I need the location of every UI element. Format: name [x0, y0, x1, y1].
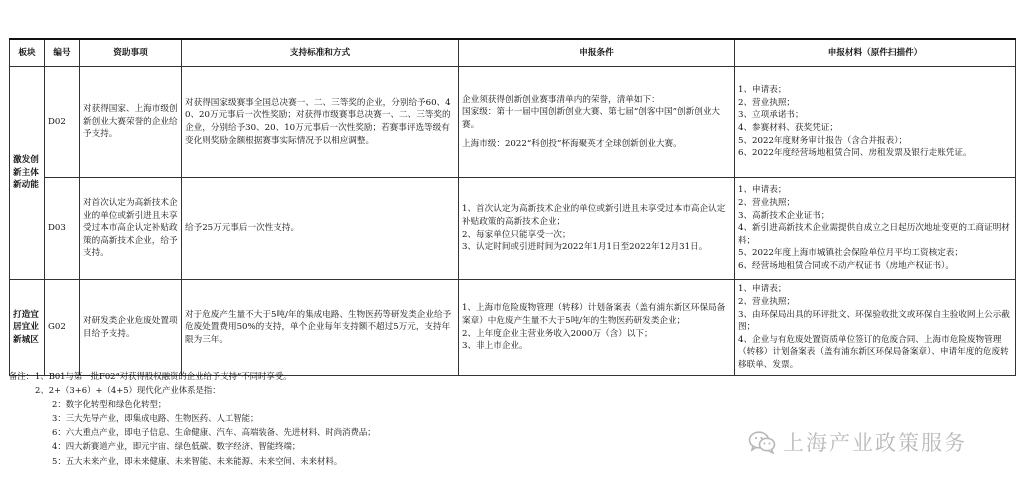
wechat-icon [748, 430, 776, 454]
note-text: 1、B01与第一批F02“对获得股权融资的企业给予支持”不同时享受。 [35, 371, 292, 381]
material-text: 3、由环保局出具的环评批文、环保验收批文或环保自主验收网上公示截图； [738, 309, 1010, 333]
standard-text: 对获得国家级赛事全国总决赛一、二、三等奖的企业，分别给予60、40、20万元事后一次性奖励；对获得市级赛事总决赛一、二、三等奖的企业，分别给予30、20、10万元事后一次性奖励；若赛事评选等级有变化则奖励金额根据赛事实际情况予以相应调整。 [185, 97, 451, 146]
note-sub-item [9, 397, 709, 411]
note-sub-text: 5：五大未来产业，即未来健康、未来智能、未来能源、未来空间、未来材料。 [52, 455, 343, 466]
note-sub-item [9, 411, 709, 425]
material-text: 2、营业执照； [738, 97, 796, 108]
materials-cell [735, 178, 1016, 280]
code-cell: D02 [45, 67, 80, 178]
conditions-cell [459, 280, 735, 376]
item-cell: 对首次认定为高新技术企业的单位或新引进且未享受过本市高企认定补贴政策的高新技术企业，给予支持。 [80, 178, 182, 280]
header-conditions: 申报条件 [459, 39, 735, 67]
table-row [10, 178, 1016, 280]
material-text: 3、高新技术企业证书； [738, 210, 830, 221]
note-sub-item [9, 425, 709, 439]
material-text: 1、申请表； [738, 185, 787, 196]
material-text: 4、新引进高新技术企业需提供自成立之日起历次地址变更的工商证明材料； [738, 223, 1010, 246]
note-sub-text: 6：六大重点产业，即电子信息、生命健康、汽车、高端装备、先进材料、时尚消费品； [52, 427, 376, 438]
material-text: 6、2022年度经营场地租赁合同、房租发票及银行走账凭证。 [738, 148, 972, 159]
watermark-text: 上海产业政策服务 [783, 431, 967, 455]
material-text: 1、申请表； [738, 284, 787, 295]
condition-text: 国家级：第十一届中国创新创业大赛、第七届“创客中国”创新创业大赛。 [462, 107, 721, 130]
code-cell: D03 [45, 178, 80, 280]
watermark [748, 427, 967, 457]
condition-text: 3、认定时间或引进时间为2022年1月1日至2022年12月31日。 [462, 242, 708, 253]
condition-text: 2、每家单位只能享受一次； [462, 229, 571, 240]
material-text: 5、2022年度财务审计报告（含合并报表）； [738, 135, 908, 146]
note-sub-text: 2：数字化转型和绿色化转型； [52, 399, 167, 410]
materials-cell [735, 67, 1016, 178]
material-text: 4、企业与有危废处置资质单位签订的危废合同、上海市危险废物管理（转移）计划备案表（盖有浦东新区环保局备案章）、申请年度的危废转移联单、发票。 [738, 334, 1009, 370]
table-header-row [10, 39, 1016, 67]
condition-text: 1、首次认定为高新技术企业的单位或新引进且未享受过本市高企认定补贴政策的高新技术企业； [462, 204, 726, 227]
note-item [9, 383, 709, 397]
condition-text: 1、上海市危险废物管理（转移）计划备案表（盖有浦东新区环保局备案章）中危废产生量不大于5吨/年的生物医药研发类企业； [462, 303, 726, 326]
standard-text: 给予25万元事后一次性支持。 [185, 223, 300, 234]
material-text: 3、立项承诺书； [738, 110, 804, 121]
condition-text: 企业须获得创新创业赛事清单内的荣誉，清单如下： [462, 94, 660, 105]
item-cell: 对获得国家、上海市级创新创业大赛荣誉的企业给予支持。 [80, 67, 182, 178]
header-standard: 支持标准和方式 [182, 39, 459, 67]
header-code: 编号 [45, 39, 80, 67]
header-block: 板块 [10, 39, 45, 67]
conditions-cell [459, 178, 735, 280]
table-row [10, 67, 1016, 178]
standard-cell [182, 280, 459, 376]
note-sub-text: 3：三大先导产业，即集成电路、生物医药、人工智能； [52, 413, 259, 424]
condition-text: 2、上年度企业主营业务收入2000万（含）以下； [462, 328, 653, 339]
condition-text: 上海市级：2022“科创投”杯海聚英才全球创新创业大赛。 [462, 138, 682, 149]
material-text: 2、营业执照； [738, 297, 796, 308]
funding-table [9, 38, 1016, 376]
materials-cell [735, 280, 1016, 376]
header-item: 资助事项 [80, 39, 182, 67]
material-text: 1、申请表； [738, 85, 787, 96]
code-cell: G02 [45, 280, 80, 376]
table-row [10, 280, 1016, 376]
material-text: 4、参赛材料、获奖凭证； [738, 123, 838, 133]
notes-section [9, 369, 709, 468]
material-text: 6、经营场地租赁合同或不动产权证书（房地产权证书）。 [738, 260, 955, 271]
material-text: 5、2022年度上海市城镇社会保险单位月平均工资核定表； [738, 248, 963, 259]
standard-cell [182, 67, 459, 178]
condition-text: 3、非上市企业。 [462, 341, 528, 352]
note-sub-text: 4：四大新赛道产业，即元宇宙、绿色低碳、数字经济、智能终端； [52, 441, 301, 452]
note-sub-item [9, 439, 709, 453]
note-sub-item [9, 454, 709, 468]
note-text: 2、2+（3+6）+（4+5）现代化产业体系是指： [35, 385, 221, 396]
notes-label: 备注： [9, 371, 35, 381]
note-item [9, 369, 709, 383]
standard-cell [182, 178, 459, 280]
block-cell: 打造宜居宜业新城区 [10, 280, 45, 376]
block-cell: 激发创新主体新动能 [10, 67, 45, 280]
header-materials: 申报材料（原件扫描件） [735, 39, 1016, 67]
material-text: 2、营业执照； [738, 198, 796, 209]
standard-text: 对于危废产生量不大于5吨/年的集成电路、生物医药等研发类企业给予危废处置费用50%的支持，单个企业每年支持额不超过5万元，支持年限为三年。 [185, 309, 452, 345]
conditions-cell [459, 67, 735, 178]
item-cell: 对研发类企业危废处置项目给予支持。 [80, 280, 182, 376]
